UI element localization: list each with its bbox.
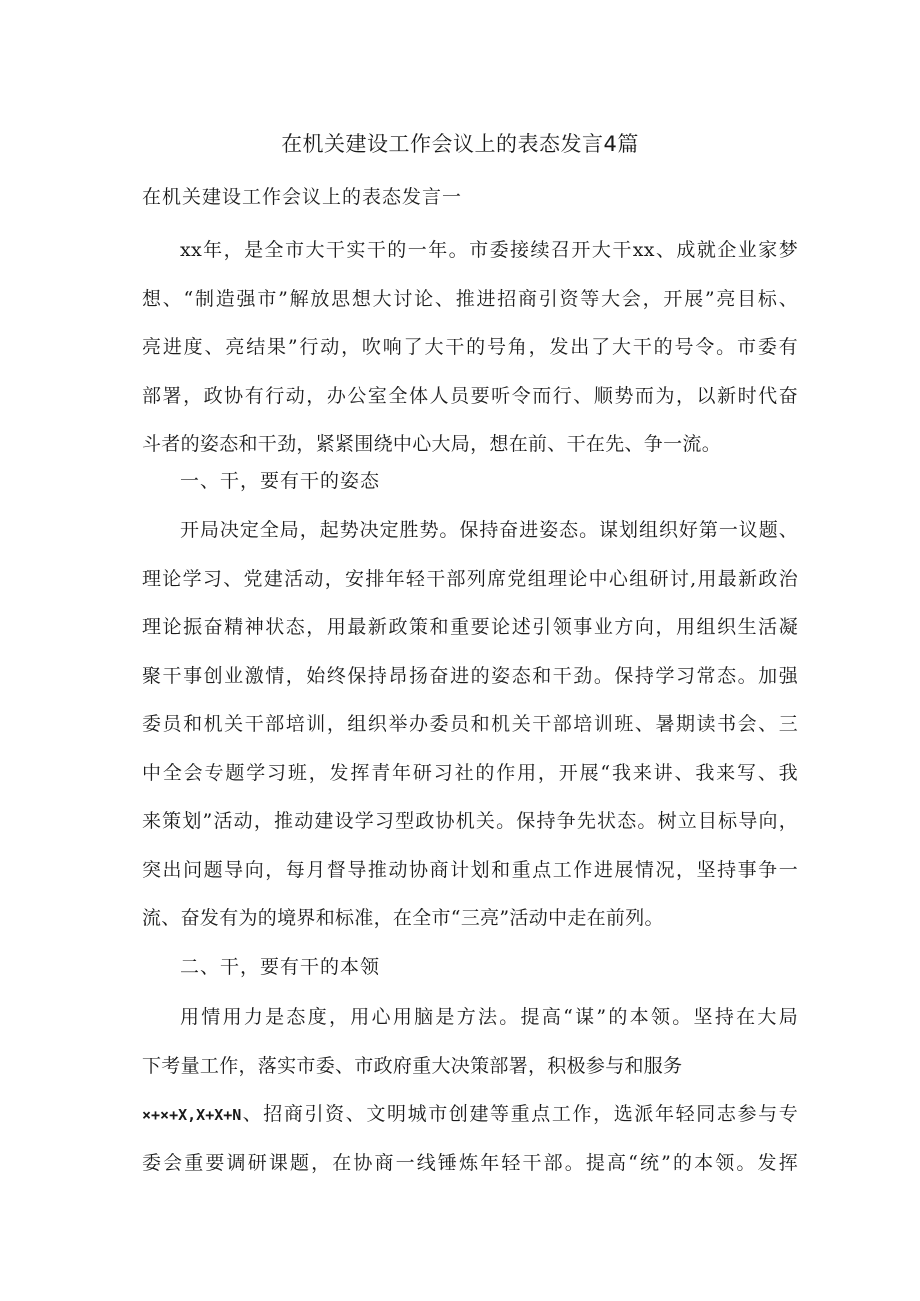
- paragraph-line: 下考量工作，落实市委、市政府重大决策部署，积极参与和服务: [142, 1054, 683, 1077]
- paragraph-line: 委会重要调研课题，在协商一线锤炼年轻干部。提高“统”的本领。发挥: [142, 1151, 798, 1174]
- document-subtitle: 在机关建设工作会议上的表态发言一: [142, 186, 463, 208]
- paragraph-line: 用情用力是态度，用心用脑是方法。提高“谋”的本领。坚持在大局: [180, 1006, 798, 1028]
- section-heading-2: 二、干，要有干的本领: [180, 956, 381, 978]
- paragraph-line: 流、奋发有为的境界和标准，在全市“三亮”活动中走在前列。: [142, 907, 664, 929]
- paragraph-line: 亮进度、亮结果”行动，吹响了大干的号角，发出了大干的号令。市委有: [142, 336, 798, 358]
- paragraph-line: 突出问题导向，每月督导推动协商计划和重点工作进展情况，坚持事争一: [142, 858, 798, 881]
- paragraph-line: 委员和机关干部培训，组织举办委员和机关干部培训班、暑期读书会、三: [142, 713, 798, 735]
- paragraph-line-rest: 、招商引资、文明城市创建等重点工作，选派年轻同志参与专: [241, 1103, 798, 1125]
- paragraph-line: 理论振奋精神状态，用最新政策和重要论述引领事业方向，用组织生活凝: [142, 616, 798, 638]
- paragraph-line: 想、“制造强市”解放思想大讨论、推进招商引资等大会，开展”亮目标、: [142, 287, 798, 310]
- paragraph-line: 来策划”活动，推动建设学习型政协机关。保持争先状态。树立目标导向，: [142, 810, 798, 832]
- inline-code: ×+×+X,X+X+N: [142, 1106, 242, 1124]
- paragraph-1: [142, 226, 798, 469]
- paragraph-line-with-code: [142, 1090, 798, 1139]
- paragraph-line: 聚干事创业激情，始终保持昂扬奋进的姿态和干劲。保持学习常态。加强: [142, 664, 798, 687]
- paragraph-3: [142, 993, 798, 1187]
- paragraph-line: 开局决定全局，起势决定胜势。保持奋进姿态。谋划组织好第一议题、: [180, 519, 798, 541]
- paragraph-line: 斗者的姿态和干劲，紧紧围绕中心大局，想在前、干在先、争一流。: [142, 433, 722, 455]
- document-title: 在机关建设工作会议上的表态发言4篇: [281, 132, 639, 156]
- paragraph-2: [142, 506, 798, 943]
- paragraph-line: 理论学习、党建活动，安排年轻干部列席党组理论中心组研讨,用最新政治: [142, 567, 798, 590]
- paragraph-line: xx年，是全市大干实干的一年。市委接续召开大干xx、成就企业家梦: [180, 239, 798, 261]
- section-heading-1: 一、干，要有干的姿态: [180, 470, 381, 492]
- paragraph-line: 部署，政协有行动，办公室全体人员要听令而行、顺势而为，以新时代奋: [142, 384, 798, 407]
- paragraph-line: 中全会专题学习班，发挥青年研习社的作用，开展“我来讲、我来写、我: [142, 761, 798, 784]
